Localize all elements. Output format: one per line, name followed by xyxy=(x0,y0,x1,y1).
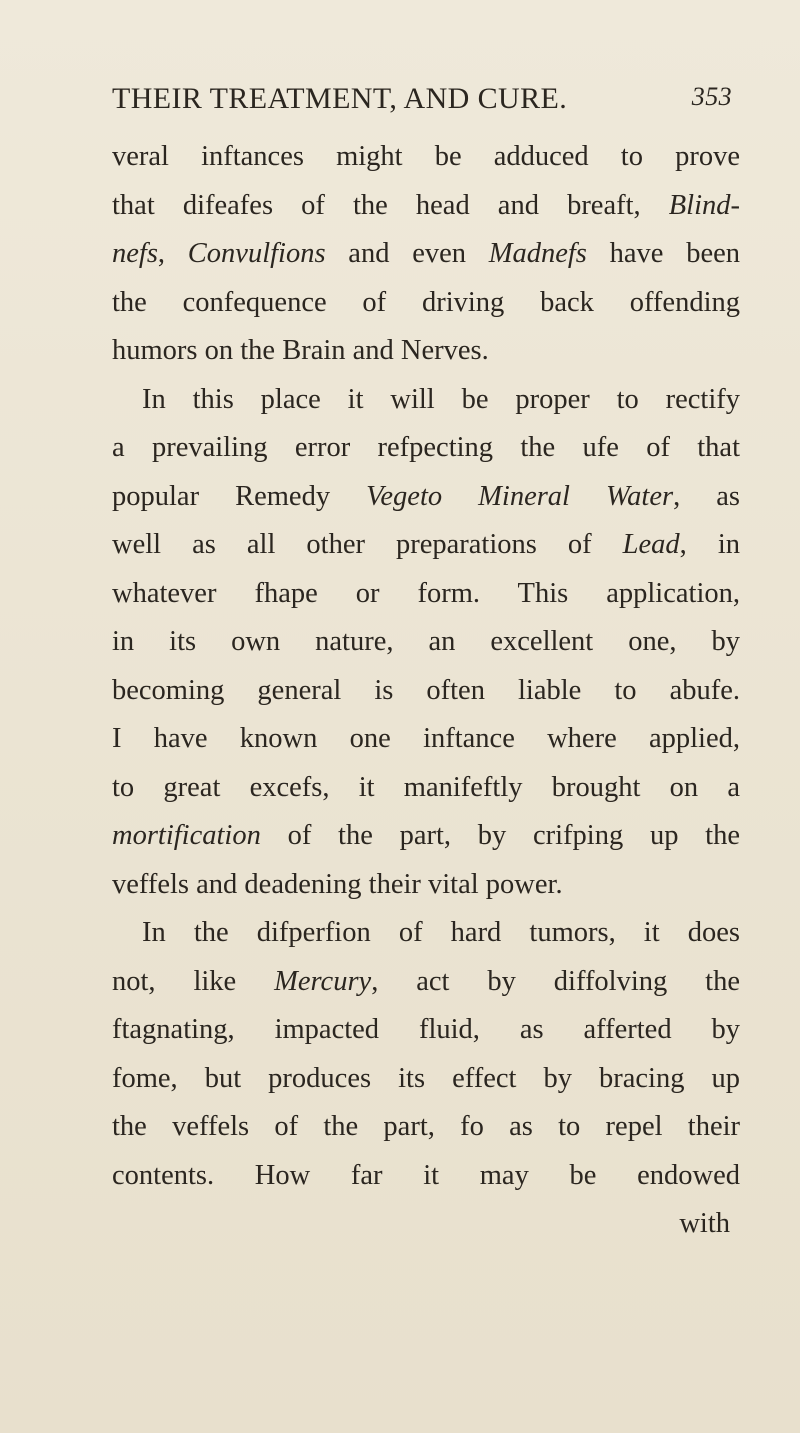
italic-text: nefs xyxy=(112,238,158,269)
italic-text: Lead xyxy=(622,529,680,560)
text-segment: I have known one inftance where applied, xyxy=(112,723,740,754)
text-line xyxy=(112,909,740,958)
body-text xyxy=(112,133,740,1249)
text-line xyxy=(112,1055,740,1104)
text-segment: In the difperfion of hard tumors, it does xyxy=(142,917,740,948)
text-segment: , act by diffolving the xyxy=(371,965,741,997)
text-segment: ftagnating, impacted fluid, as afferted by xyxy=(112,1014,740,1045)
text-segment: well as all other preparations of xyxy=(112,529,623,560)
text-segment: of the part, by crifping up the xyxy=(260,820,740,851)
text-segment: the confequence of driving back offending xyxy=(112,286,740,318)
running-head: THEIR TREATMENT, AND CURE. xyxy=(112,82,568,115)
text-segment: that difeafes of the head and breaft, xyxy=(112,189,669,221)
text-line xyxy=(112,618,740,667)
text-segment: popular Remedy xyxy=(112,480,367,512)
text-segment: , as xyxy=(673,480,740,512)
text-line xyxy=(112,279,740,328)
text-line xyxy=(112,667,740,716)
text-segment: , xyxy=(157,238,188,269)
text-segment: whatever fhape or form. This application, xyxy=(112,577,740,609)
text-segment: and even xyxy=(325,238,489,269)
text-segment: in its own nature, an excellent one, by xyxy=(112,626,740,657)
text-segment: not, like xyxy=(112,965,275,997)
text-line xyxy=(112,812,740,861)
text-segment: the veffels of the part, fo as to repel their xyxy=(112,1111,740,1142)
italic-text: Blind- xyxy=(668,189,740,221)
italic-text: Vegeto Mineral Water xyxy=(366,480,674,512)
text-segment: becoming general is often liable to abufe. xyxy=(112,674,740,706)
text-segment: humors on the Brain and Nerves. xyxy=(112,335,489,366)
text-line xyxy=(112,715,740,764)
text-segment: veral inftances might be adduced to prove xyxy=(112,141,740,172)
text-segment: In this place it will be proper to rectify xyxy=(142,383,740,415)
text-segment: fome, but produces its effect by bracing up xyxy=(112,1062,740,1094)
text-line xyxy=(112,376,740,425)
text-segment: to great excefs, it manifeftly brought on a xyxy=(112,771,740,803)
page-number: 353 xyxy=(691,82,732,111)
text-segment: have been xyxy=(586,238,740,269)
text-line xyxy=(112,1152,740,1201)
italic-text: Convulfions xyxy=(187,238,326,269)
text-segment: a prevailing error refpecting the ufe of that xyxy=(112,432,740,463)
text-segment: , in xyxy=(679,529,741,560)
italic-text: Mercury xyxy=(274,965,372,997)
page-header xyxy=(112,82,732,122)
italic-text: mortification xyxy=(112,820,261,851)
text-line xyxy=(112,133,740,182)
text-line xyxy=(112,424,740,473)
text-line xyxy=(112,861,740,910)
text-line xyxy=(112,230,740,279)
text-line xyxy=(112,1103,740,1152)
text-line xyxy=(112,327,740,376)
text-segment: contents. How far it may be endowed xyxy=(112,1159,740,1191)
text-line xyxy=(112,958,740,1007)
catchword xyxy=(112,1200,740,1249)
text-segment: with xyxy=(679,1208,730,1239)
italic-text: Madnefs xyxy=(488,238,587,269)
text-line xyxy=(112,182,740,231)
text-line xyxy=(112,473,740,522)
text-line xyxy=(112,521,740,570)
text-line xyxy=(112,570,740,619)
text-line xyxy=(112,1006,740,1055)
text-line xyxy=(112,764,740,813)
text-segment: veffels and deadening their vital power. xyxy=(112,868,563,900)
